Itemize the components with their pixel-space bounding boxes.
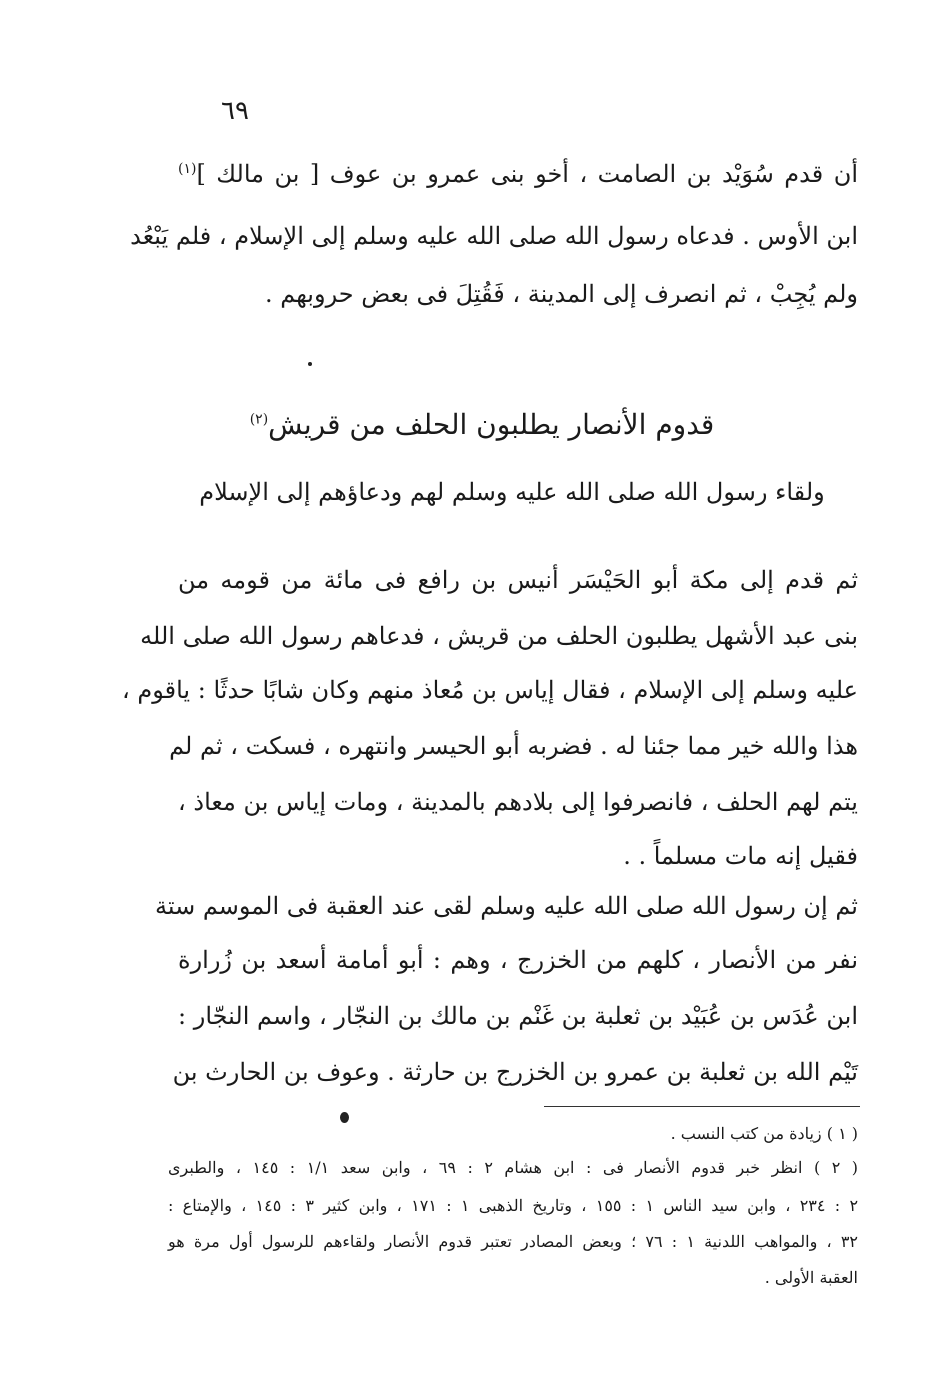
paragraph-3-line-3: ابن عُدَس بن عُبَيْد بن ثعلبة بن غَنْم بن مالك بن النجّار ، واسم النجّار : bbox=[178, 1002, 858, 1030]
paragraph-1-line-1-text: أن قدم سُوَيْد بن الصامت ، أخو بنى عمرو بن عوف [ بن مالك ] bbox=[196, 160, 858, 188]
footnote-2-line-4: العقبة الأولى . bbox=[764, 1268, 858, 1287]
footnote-2-line-2: ٢ : ٢٣٤ ، وابن سيد الناس ١ : ١٥٥ ، وتاريخ الذهبى ١ : ١٧١ ، وابن كثير ٣ : ١٤٥ ، والإمتاع : bbox=[168, 1196, 859, 1215]
section-subheading: ولقاء رسول الله صلى الله عليه وسلم لهم ودعاؤهم إلى الإسلام bbox=[199, 478, 825, 506]
paragraph-1-line-2: ابن الأوس . فدعاه رسول الله صلى الله عليه وسلم إلى الإسلام ، فلم يَبْعُد bbox=[130, 222, 858, 250]
paragraph-2-line-2: بنى عبد الأشهل يطلبون الحلف من قريش ، فدعاهم رسول الله صلى الله bbox=[140, 622, 858, 650]
paragraph-2-line-4: هذا والله خير مما جئنا له . فضربه أبو الحيسر وانتهره ، فسكت ، ثم لم bbox=[169, 732, 858, 760]
footnote-2-line-1: ( ٢ ) انظر خبر قدوم الأنصار فى : ابن هشام ٢ : ٦٩ ، وابن سعد ١/١ : ١٤٥ ، والطبرى bbox=[168, 1158, 859, 1177]
paragraph-2-line-3: عليه وسلم إلى الإسلام ، فقال إياس بن مُعاذ منهم وكان شابًا حدثًا : ياقوم ، bbox=[122, 676, 858, 704]
footnote-1: ( ١ ) زيادة من كتب النسب . bbox=[670, 1124, 858, 1143]
ink-blot bbox=[340, 1112, 349, 1123]
section-heading bbox=[0, 408, 944, 441]
paragraph-2-line-6: فقيل إنه مات مسلماً . . bbox=[623, 842, 858, 870]
footnote-2-line-3: ٣٢ ، والمواهب اللدنية ١ : ٧٦ ؛ وبعض المصادر تعتبر قدوم الأنصار ولقاءهم للرسول أول مرة هو bbox=[168, 1232, 859, 1251]
footnote-mark-1: (١) bbox=[178, 161, 197, 177]
paragraph-3-line-2: نفر من الأنصار ، كلهم من الخزرج ، وهم : أبو أمامة أسعد بن زُرارة bbox=[178, 946, 858, 974]
paragraph-3-line-4: تَيْم الله بن ثعلبة بن عمرو بن الخزرج بن حارثة . وعوف بن الحارث بن bbox=[172, 1058, 858, 1086]
paragraph-2-line-1: ثم قدم إلى مكة أبو الحَيْسَر أنيس بن رافع فى مائة من قومه من bbox=[178, 566, 858, 594]
paragraph-3-line-1: ثم إن رسول الله صلى الله عليه وسلم لقى عند العقبة فى الموسم ستة bbox=[154, 892, 858, 920]
footnote-divider bbox=[544, 1106, 860, 1107]
paragraph-1-line-1 bbox=[178, 160, 858, 188]
paragraph-2-line-5: يتم لهم الحلف ، فانصرفوا إلى بلادهم بالمدينة ، ومات إياس بن معاذ ، bbox=[178, 788, 858, 816]
ink-speck bbox=[308, 362, 312, 366]
footnote-mark-2: (٢) bbox=[249, 411, 269, 428]
section-heading-text: قدوم الأنصار يطلبون الحلف من قريش bbox=[268, 408, 715, 441]
page-number: ٦٩ bbox=[221, 96, 249, 126]
paragraph-1-line-3: ولم يُجِبْ ، ثم انصرف إلى المدينة ، فَقُتِلَ فى بعض حروبهم . bbox=[265, 280, 858, 308]
